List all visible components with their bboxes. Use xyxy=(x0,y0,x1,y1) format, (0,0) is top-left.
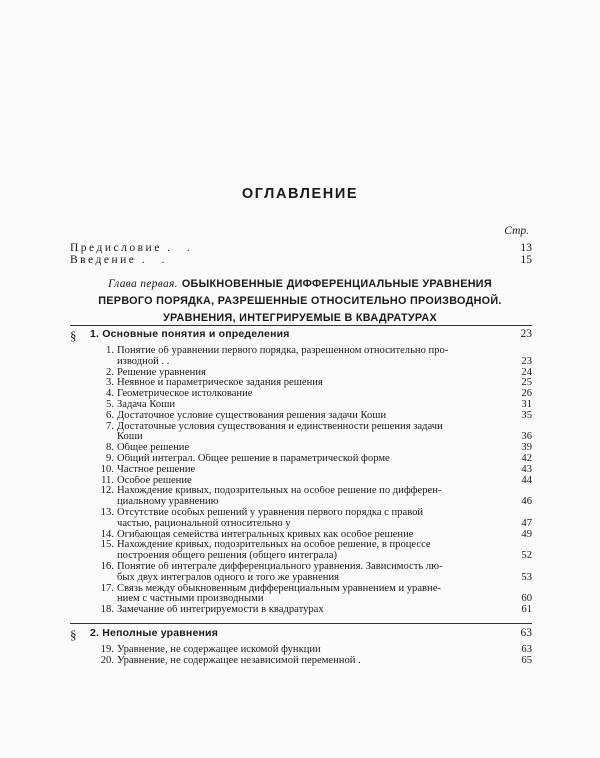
chapter-heading xyxy=(0,274,600,327)
entry-number: 19. xyxy=(100,644,114,655)
page-number: 31 xyxy=(521,398,532,410)
entry-text-line: Нахождение кривых, подозрительных на особое решение по дифферен- xyxy=(117,486,442,497)
toc-entry xyxy=(70,389,532,400)
entry-text-line: Общий интеграл. Общее решение в параметрической форме xyxy=(117,453,390,464)
entry-number: 13. xyxy=(100,506,114,518)
toc-entry xyxy=(70,562,532,584)
page-column-label: Стр. xyxy=(504,225,529,237)
entry-text xyxy=(117,454,512,465)
entry-text-line: Общее решение xyxy=(117,443,190,454)
page-number: 24 xyxy=(521,366,532,378)
toc-entry xyxy=(70,400,532,411)
section-1-entries xyxy=(70,346,532,616)
toc-entry xyxy=(70,476,532,487)
entry-text xyxy=(117,465,512,476)
front-matter-introduction xyxy=(70,254,532,266)
entry-text-line: Нахождение кривых, подозрительных на особое решение, в процессе xyxy=(117,540,431,551)
entry-text xyxy=(117,508,512,530)
page-number: 35 xyxy=(521,409,532,421)
section-title: 1. Основные понятия и определения xyxy=(90,328,290,340)
entry-text xyxy=(117,422,512,444)
page-number: 42 xyxy=(521,452,532,464)
entry-number: 15. xyxy=(100,539,114,551)
page-number: 23 xyxy=(520,328,532,340)
front-matter-preface xyxy=(70,242,532,254)
toc-entry xyxy=(70,346,532,368)
page-number: 36 xyxy=(521,431,532,443)
entry-text-line: построения общего решения (общего интеграла) xyxy=(117,550,337,562)
section-2-entries xyxy=(70,645,532,667)
toc-entry xyxy=(70,378,532,389)
toc-entry xyxy=(70,411,532,422)
entry-text-line: Замечание об интегрируемости в квадратурах xyxy=(117,605,324,616)
toc-entry xyxy=(70,584,532,606)
entry-text-line: Задача Коши xyxy=(117,399,176,410)
front-matter-title: Введение xyxy=(70,254,137,266)
entry-text-line: бых двух интегралов одного и того же уравнения xyxy=(117,571,339,583)
toc-entry xyxy=(70,368,532,379)
toc-entry xyxy=(70,508,532,530)
section-rule xyxy=(70,623,532,624)
entry-text-line: Связь между обыкновенным дифференциальным уравнением и уравне- xyxy=(117,583,441,594)
toc-entry xyxy=(70,656,532,667)
entry-text-line: Коши xyxy=(117,431,143,443)
entry-text xyxy=(117,584,512,606)
entry-text xyxy=(117,530,512,541)
entry-text xyxy=(117,389,512,400)
page-number: 39 xyxy=(521,442,532,454)
page-number: 13 xyxy=(520,242,532,254)
entry-text-line: Частное решение xyxy=(117,464,196,475)
toc-entry xyxy=(70,486,532,508)
entry-number: 17. xyxy=(100,582,114,594)
entry-text xyxy=(117,368,512,379)
entry-number: 1. xyxy=(106,345,114,356)
toc-entry xyxy=(70,465,532,476)
page-number: 46 xyxy=(521,496,532,508)
entry-text xyxy=(117,476,512,487)
section-rule xyxy=(70,325,532,326)
entry-text xyxy=(117,411,512,422)
page-number: 47 xyxy=(521,517,532,529)
entry-text-line: изводной . . xyxy=(117,355,170,367)
page-number: 65 xyxy=(521,654,532,666)
entry-text-line: Решение уравнения xyxy=(117,367,206,378)
entry-text-line: Уравнение, не содержащее независимой переменной . xyxy=(117,655,361,666)
entry-number: 6. xyxy=(106,409,114,421)
toc-entry xyxy=(70,540,532,562)
entry-text-line: Отсутствие особых решений у уравнения первого порядка с правой xyxy=(117,507,424,518)
entry-number: 10. xyxy=(100,463,114,475)
chapter-title-line: УРАВНЕНИЯ, ИНТЕГРИРУЕМЫЕ В КВАДРАТУРАХ xyxy=(162,312,438,324)
entry-text-line: циальному уравнению xyxy=(117,496,219,508)
entry-number: 4. xyxy=(106,388,114,400)
section-symbol: § xyxy=(70,627,77,642)
page-number: 49 xyxy=(521,528,532,540)
page-number: 23 xyxy=(521,355,532,367)
entry-number: 3. xyxy=(106,377,114,389)
entry-text xyxy=(117,486,512,508)
page-number: 60 xyxy=(521,593,532,605)
entry-text xyxy=(117,645,512,656)
toc-entry xyxy=(70,443,532,454)
section-symbol: § xyxy=(70,328,77,343)
page-number: 15 xyxy=(520,254,532,266)
leader-dots: . . xyxy=(167,242,197,254)
page-number: 53 xyxy=(521,571,532,583)
page-number: 61 xyxy=(521,604,532,616)
entry-text-line: Достаточное условие существования решения задачи Коши xyxy=(117,410,387,421)
entry-number: 12. xyxy=(100,485,114,497)
chapter-title-line: ПЕРВОГО ПОРЯДКА, РАЗРЕШЕННЫЕ ОТНОСИТЕЛЬНО ПРОИЗВОДНОЙ. xyxy=(98,295,502,307)
entry-text-line: Особое решение xyxy=(117,475,192,486)
entry-text xyxy=(117,656,512,667)
toc-entry xyxy=(70,454,532,465)
leader-dots: . . xyxy=(141,254,172,266)
entry-number: 5. xyxy=(106,398,114,410)
page-number: 43 xyxy=(521,463,532,475)
entry-text xyxy=(117,378,512,389)
entry-text xyxy=(117,605,512,616)
entry-number: 9. xyxy=(106,452,114,464)
entry-number: 8. xyxy=(106,442,114,454)
entry-text xyxy=(117,346,512,368)
entry-number: 11. xyxy=(101,474,114,486)
entry-text xyxy=(117,540,512,562)
entry-text-line: Понятие об уравнении первого порядка, разрешенном относительно про- xyxy=(117,346,449,356)
page-number: 52 xyxy=(521,550,532,562)
page-number: 63 xyxy=(521,644,532,655)
entry-number: 20. xyxy=(100,654,114,666)
chapter-label: Глава первая. xyxy=(108,278,178,290)
chapter-title-line: ОБЫКНОВЕННЫЕ ДИФФЕРЕНЦИАЛЬНЫЕ УРАВНЕНИЯ xyxy=(181,278,492,290)
front-matter-title: Предисловие xyxy=(70,242,162,254)
entry-text-line: Огибающая семейства интегральных кривых как особое решение xyxy=(117,529,414,540)
toc-title: ОГЛАВЛЕНИЕ xyxy=(241,186,359,202)
entry-text-line: Достаточные условия существования и единственности решения задачи xyxy=(117,421,443,432)
section-title: 2. Неполные уравнения xyxy=(90,627,219,639)
page-number: 26 xyxy=(521,388,532,400)
entry-text xyxy=(117,443,512,454)
entry-text-line: Геометрическое истолкование xyxy=(117,389,253,400)
page-number: 25 xyxy=(521,377,532,389)
entry-number: 18. xyxy=(100,604,114,616)
entry-text-line: Уравнение, не содержащее искомой функции xyxy=(117,645,321,655)
entry-number: 2. xyxy=(106,366,114,378)
page-number: 63 xyxy=(520,627,532,639)
page-number: 44 xyxy=(521,474,532,486)
entry-number: 14. xyxy=(100,528,114,540)
toc-entry xyxy=(70,530,532,541)
toc-entry xyxy=(70,645,532,656)
entry-text-line: нием с частными производными xyxy=(117,593,264,605)
entry-text-line: частью, рациональной относительно y xyxy=(117,517,291,529)
entry-text xyxy=(117,400,512,411)
entry-number: 16. xyxy=(100,560,114,572)
entry-text-line: Понятие об интеграле дифференциального уравнения. Зависимость лю- xyxy=(117,561,443,572)
entry-text xyxy=(117,562,512,584)
toc-entry xyxy=(70,422,532,444)
entry-text-line: Неявное и параметрическое задания решения xyxy=(117,378,323,389)
toc-entry xyxy=(70,605,532,616)
entry-number: 7. xyxy=(106,420,114,432)
